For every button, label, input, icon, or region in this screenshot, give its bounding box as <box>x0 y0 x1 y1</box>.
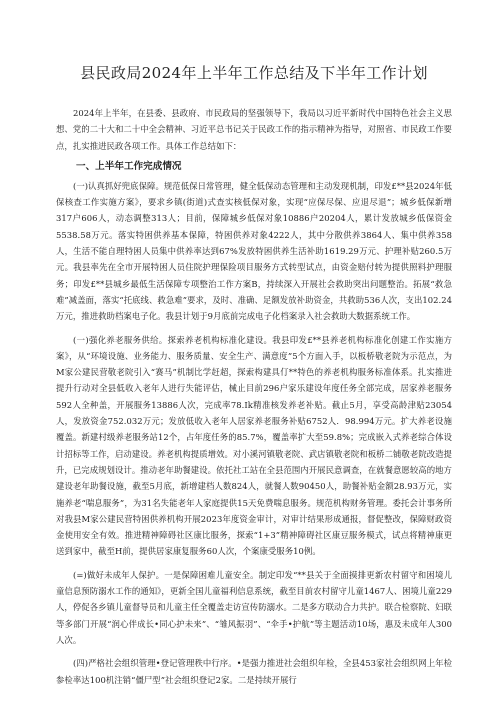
body-paragraph-3: (=)做好未成年人保护。一是保障困难儿童安全。制定印发“**县关于全面摸排更新农村留守和困境儿童信息预防溺水工作的通知》，更新全国儿童福利信息系统，截至目前农村留守儿童1467人、困境儿童229人，停促各乡镇儿童督导员和儿童主任全覆盖走访宣传防溺水。二是多方联动合力共护。联合检察院、妇联等多部门开展“润心伴成长•同心护未来”、“雏风振羽”、“伞手•护航”等主题活动10场，惠及未成年人300人次。 <box>56 569 452 645</box>
intro-paragraph: 2024年上半年，在县委、县政府、市民政局的坚强领导下，我局以习近平新时代中国特色社会主义思想、党的二十大和二十中全会精神、习近平总书记关于民政工作的指示精神为指导，对照省、市民政工作要点，扎实推进民政各项工作。具体工作总结如下： <box>56 108 452 151</box>
section-heading: 一、上半年工作完成情况 <box>76 160 182 172</box>
body-paragraph-4: (四)严格社会组织管理•登记管理秩中行序。•是强力推进社会组织年检，全县453家社会组织网上年检参检率达100机注销“僵尸型”社会组织登记2家。二是持续开展行 <box>56 658 452 685</box>
body-paragraph-2: (一)强化养老服务供给。探索养老机构标准化建设。我县印发£**县养老机构标准化创建工作实施方案》，从“环境设施、业务能力、服务质量、安全生产、满意度”5个方面入手，以板桥敬老院为示范点，为M家公建民营敬老院引入“赛马”机制比学赶超，探索构建具仃**特色的养老机构服务标准体系。扎实推进提升行动对全县低收入老年人进行失能评估，械止目前296户家乐建设年度任务全部完成，居家养老服务592人全种盖，开展服务13886人次，完成率78.Ik精准核发养老补贴。截止5月，享受高龄津贴23054人，发放资金752.032万元；发放低收入老年人居家养老服务补贴6752人．98.994万元。扩大养老设施覆盖。新建村级养老服务站12个，占年度任务的85.7%，覆盖率扩大至59.8%；完成嵌入式养老综合体设计招标等工作，启动建设。养老机构提质增效。对小溪河镇敬老院、武店镇敬老院和板桥二铺敬老院改造提升，已完成规划设计。推动老年助餐建设。依托社工站在全县范围内开展民意调查，在就餐意愿较高的地方建设老年助餐设施，截至5月底，新增建档人数824人，就餐人数90450人，助餐补贴金额28.93万元，实施养老“喘息服务”，为31名失能老年人家庭提供15天免费喘息服务。规范机构财务管理。委托会计事务所对我县M家公建民营特困供养机构开展2023年度资金审计，对审计结果形成通报，督促整改，保障财政资金使用安全有效。推进精神障碍社区康比服务，探索“1+3”精神障碍社区康豆服务模式，试点将精神康更送到家中，截至H前，提供居家康复服务60人次，个案康受服务10例。 <box>56 334 452 557</box>
document-title: 县民政局2024年上半年工作总结及下半年工作计划 <box>80 64 428 82</box>
body-paragraph-1: (一)认真抓好兜底保障。规范低保日常管理，健全低保动态管理和主动发现机制，印发£**县2024年低保核查工作实施方案》，要求乡镇(街道)式查实核低保对象，实现“应保尽保、应退尽退”；城乡低保新增317户606人，动态调整313人；目前，保障城乡低保对象10886户20204人，累计发放城乡低保资金5538.58万元。落实特困供养基本保障，特困供养对象4222人，其中分散供养3864人、集中供养358人，生活不能自理特困人员集中供养率达到67%发放特困供养生活补助1619.29万元、护理补贴260.5万元。我县率先在全市开展特困人员住院护理保险项目服务方式转型试点，由资金赔付转为提供照料护理服务；印发£**县城乡最低生活保障专项整治工作方案B，持续深入开展社会救助突出问题整治。拓展“救急难”减盖面，落实“托底线、救急难”要求，及时、准确、足额发放补助资金，共救助536人次，支出102.24万元，推进救助档案电子化。我县计划于9月底前完成电子化档案录入社会救助大数据系统工作。 <box>56 180 452 322</box>
